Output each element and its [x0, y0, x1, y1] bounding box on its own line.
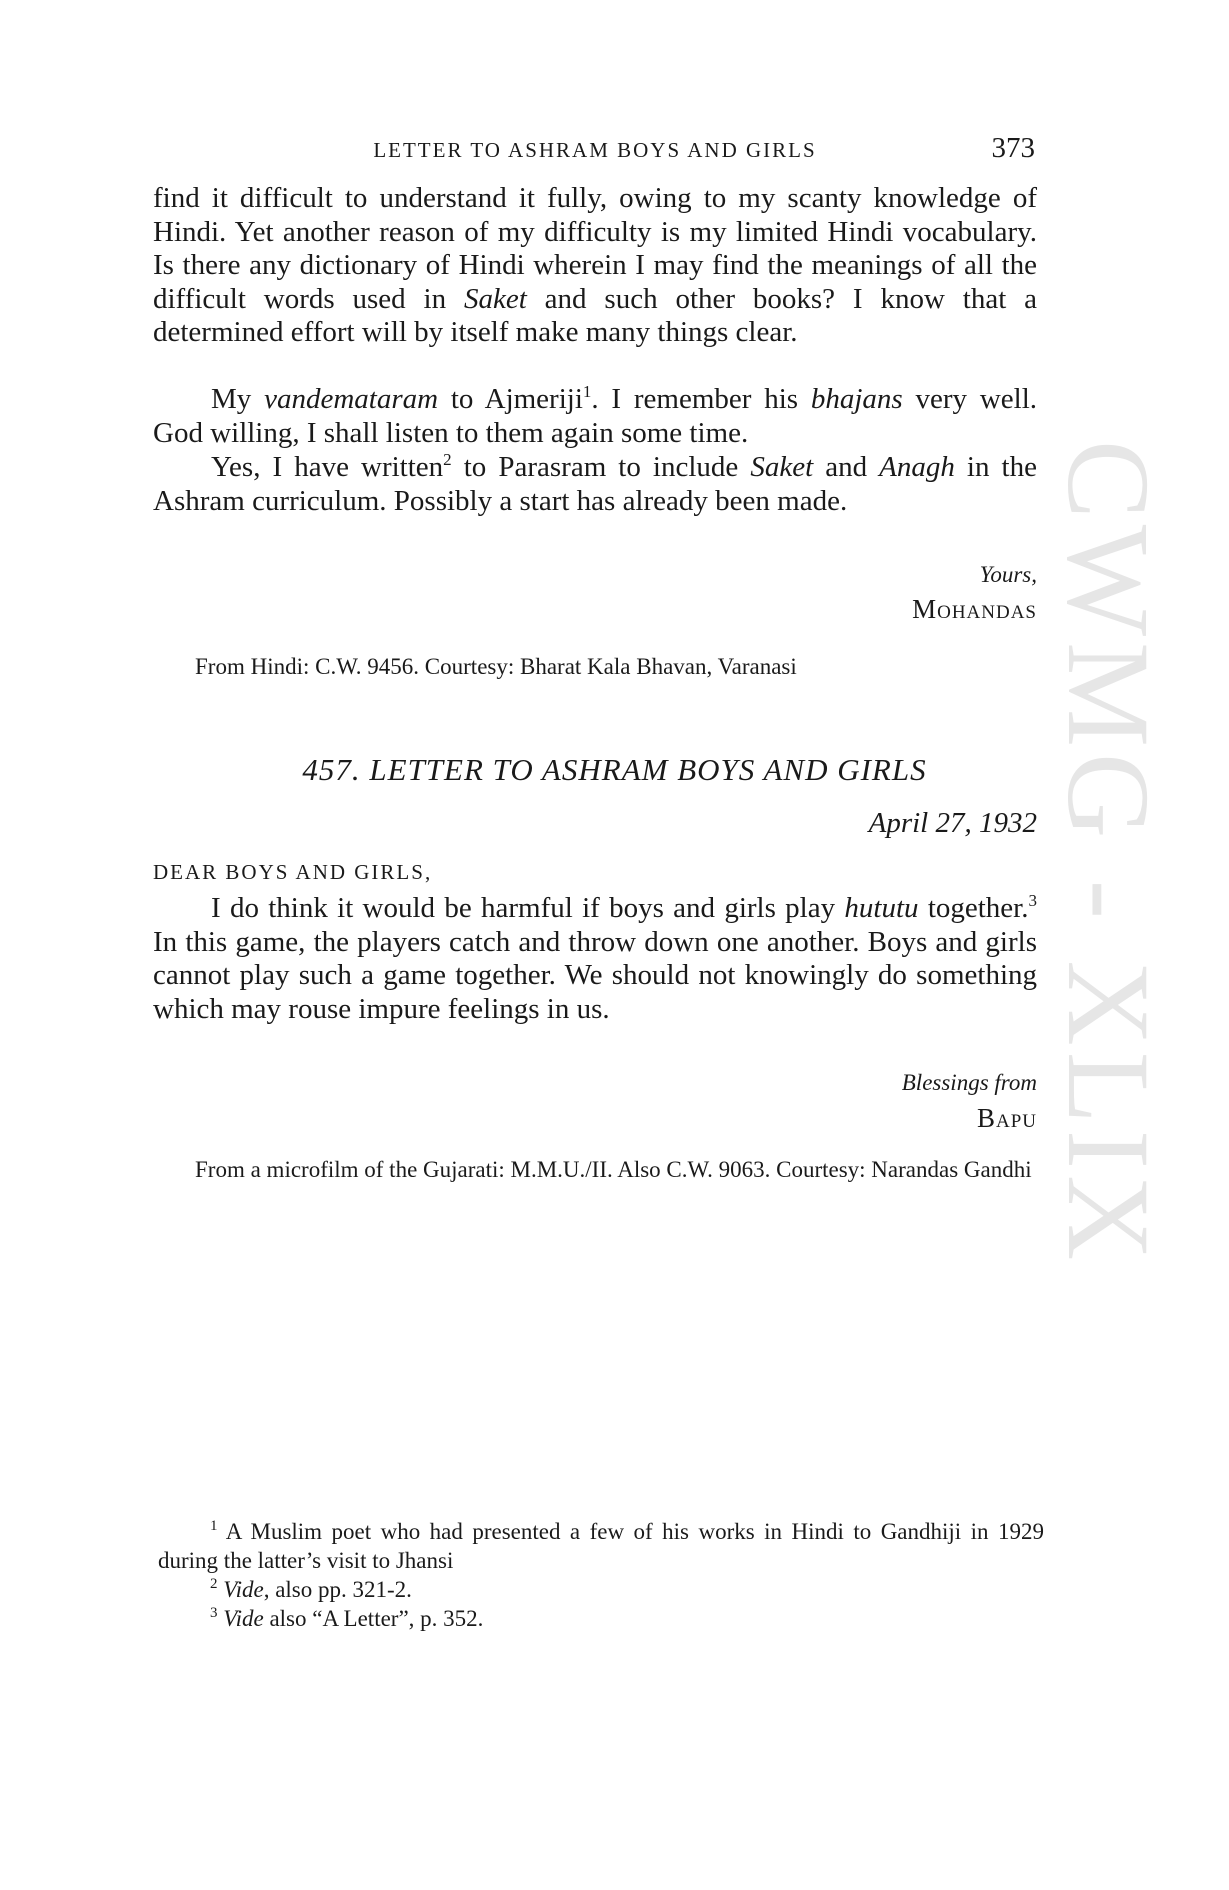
text-run: in the Ashram curriculum. Possibly a start has already been made. — [153, 451, 1037, 517]
footnote-mark: 1 — [210, 1518, 218, 1534]
footnote-mark: 3 — [210, 1605, 218, 1621]
text-run: very well. God willing, I shall listen to them again some time. — [153, 383, 1037, 449]
text-run: , also pp. 321-2. — [263, 1577, 412, 1602]
running-head-title: LETTER TO ASHRAM BOYS AND GIRLS — [373, 138, 817, 162]
letter2-closing: Blessings from — [901, 1070, 1037, 1095]
letter2-paragraph-1 — [153, 892, 1037, 1026]
text-run: and — [813, 451, 880, 483]
footnote-3 — [158, 1604, 1044, 1633]
letter1-paragraph-3 — [153, 451, 1037, 518]
italic-text: bhajans — [810, 383, 903, 415]
cwmg-watermark — [1043, 440, 1174, 1440]
letter1-signature: Mohandas — [912, 594, 1037, 624]
letter2-source-note: From a microfilm of the Gujarati: M.M.U./II. Also C.W. 9063. Courtesy: Narandas Gandhi — [195, 1157, 1032, 1182]
footnote-ref: 1 — [582, 382, 592, 401]
italic-text: Vide — [223, 1606, 264, 1631]
letter1-paragraph-1 — [153, 182, 1037, 350]
watermark-text: CWMG - XLIX — [1043, 440, 1174, 1267]
text-run: to Ajmeriji — [438, 383, 583, 415]
italic-text: hututu — [844, 892, 919, 924]
letter2-signature: Bapu — [976, 1103, 1037, 1133]
footnotes — [160, 1517, 1044, 1633]
text-run: In this game, the players catch and throw down one another. Boys and girls cannot play such a game together. We should not knowingly do something which may rouse impure feelings in us. — [153, 925, 1037, 1025]
italic-text: Saket — [463, 282, 527, 315]
text-run: to Parasram to include — [451, 451, 751, 483]
letter1-paragraph-2 — [153, 383, 1037, 450]
footnote-1 — [158, 1517, 1044, 1575]
letter1-closing: Yours, — [979, 562, 1037, 587]
footnote-mark: 2 — [210, 1576, 218, 1592]
text-run: . I remember his — [591, 383, 811, 415]
text-run: My — [211, 383, 265, 415]
italic-text: Vide — [223, 1577, 264, 1602]
letter2-heading: 457. LETTER TO ASHRAM BOYS AND GIRLS — [302, 752, 927, 787]
letter1-source-note: From Hindi: C.W. 9456. Courtesy: Bharat Kala Bhavan, Varanasi — [195, 654, 797, 679]
text-run: also “A Letter”, p. 352. — [263, 1606, 484, 1631]
text-run: Yes, I have written — [211, 451, 444, 483]
footnote-ref: 3 — [1028, 891, 1037, 910]
text-run: find it difficult to understand it fully, owing to my scanty knowledge of Hindi. Yet another reason of my difficulty is my limited Hindi vocabulary. Is there any dictionary of Hindi wherein I may find the meanings of all the difficult words used in — [153, 182, 1037, 315]
italic-text: Anagh — [879, 451, 955, 483]
italic-text: vandemataram — [264, 383, 439, 415]
text-run: A Muslim poet who had presented a few of his works in Hindi to Gandhiji in 1929 during the latter’s visit to Jhansi — [158, 1519, 1044, 1573]
page-number: 373 — [991, 132, 1035, 164]
letter2-date: April 27, 1932 — [868, 807, 1037, 839]
text-run: I do think it would be harmful if boys and girls play — [211, 892, 845, 924]
italic-text: Saket — [750, 451, 814, 483]
running-head — [155, 132, 1035, 168]
text-run: and such other books? I know that a determined effort will by itself make many things clear. — [153, 282, 1037, 349]
footnote-2 — [158, 1575, 1044, 1604]
letter2-salutation: DEAR BOYS AND GIRLS, — [153, 860, 433, 884]
text-run: together. — [918, 892, 1029, 924]
footnote-ref: 2 — [443, 450, 452, 469]
